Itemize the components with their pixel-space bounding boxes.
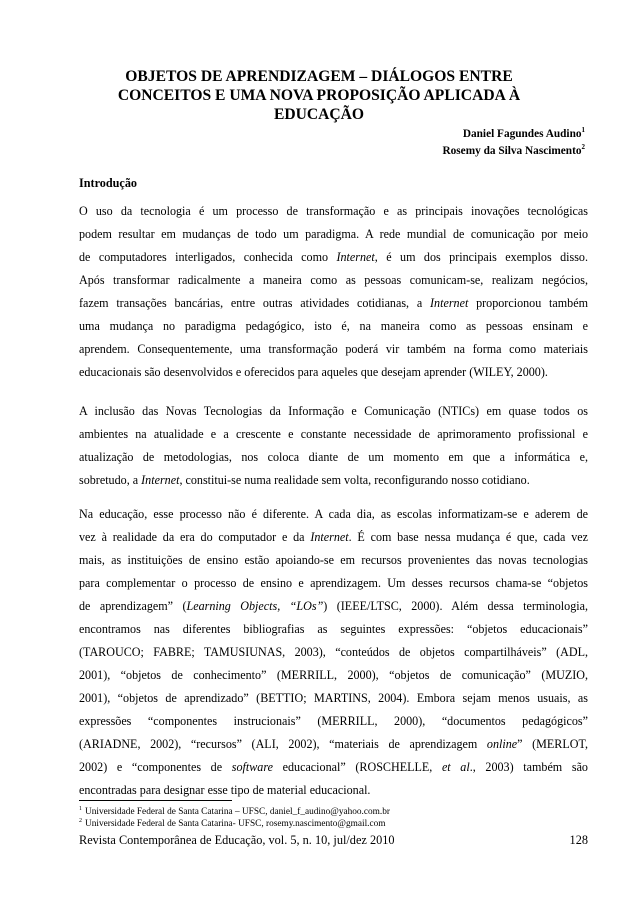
text-line: A inclusão das Novas Tecnologias da Informação e Comunicação (NTICs) em quase todos os xyxy=(79,404,588,418)
section-heading: Introdução xyxy=(79,176,138,190)
italic-term: Internet xyxy=(336,250,375,264)
journal-citation: Revista Contemporânea de Educação, vol. 5, n. 10, jul/dez 2010 xyxy=(79,833,395,847)
footnote-mark: 2 xyxy=(79,818,82,824)
text-line: de computadores interligados, conhecida como Internet, é um dos principais exemplos disso. xyxy=(79,250,588,264)
text-line: podem resultar em mudanças de todo um paradigma. A rede mundial de comunicação por meio xyxy=(79,227,588,241)
footnote-text: Universidade Federal de Santa Catarina – UFSC, daniel_f_audino@yahoo.com.br xyxy=(85,807,390,817)
author-name: Daniel Fagundes Audino xyxy=(462,128,582,140)
text-line: educacionais são desenvolvidos e oferecidos para aqueles que desejam aprender (WILEY, 2000). xyxy=(79,365,548,379)
text-line: de aprendizagem” (Learning Objects, “LOs”) (IEEE/LTSC, 2000). Além dessa terminologia, xyxy=(79,599,588,613)
text-line: mais, as instituições de ensino estão apoiando-se em recursos provenientes das novas tecnologias xyxy=(79,553,588,567)
italic-term: software xyxy=(231,760,273,774)
title-line: CONCEITOS E UMA NOVA PROPOSIÇÃO APLICADA À xyxy=(117,87,521,104)
author-footnote-mark: 1 xyxy=(581,126,585,134)
text-line: sobretudo, a Internet, constitui-se numa realidade sem volta, reconfigurando nosso cotidiano. xyxy=(79,473,530,487)
title-line: EDUCAÇÃO xyxy=(273,106,365,123)
text-line: 2001), “objetos de conhecimento” (MERRILL, 2000), “objetos de comunicação” (MUZIO, xyxy=(79,668,588,682)
text-line: Na educação, esse processo não é diferente. A cada dia, as escolas informatizam-se e aderem de xyxy=(79,507,588,521)
text-line: encontramos nas diferentes bibliografias as seguintes expressões: “objetos educacionais” xyxy=(79,622,588,636)
text-line: vez à realidade da era do computador e da Internet. É com base nessa mudança é que, cada vez xyxy=(79,530,588,544)
text-line: (TAROUCO; FABRE; TAMUSIUNAS, 2003), “conteúdos de objetos compartilháveis” (ADL, xyxy=(79,645,588,659)
text-line: O uso da tecnologia é um processo de transformação e as principais inovações tecnológicas xyxy=(79,204,588,218)
paper-title xyxy=(78,67,560,124)
page-number: 128 xyxy=(569,833,588,847)
author-line xyxy=(442,145,585,158)
body-paragraph xyxy=(79,200,588,384)
footnote xyxy=(79,819,385,830)
text-line: expressões “componentes instrucionais” (MERRILL, 2000), “documentos pedagógicos” xyxy=(79,714,588,728)
italic-term: Learning Objects, “LOs” xyxy=(186,599,324,613)
text-line: 2001), “objetos de aprendizado” (BETTIO; MARTINS, 2004). Embora sejam menos usuais, as xyxy=(79,691,588,705)
text-line: para complementar o processo de ensino e aprendizagem. Um desses recursos chama-se “objetos xyxy=(79,576,588,590)
text-line: encontradas para designar esse tipo de material educacional. xyxy=(79,783,371,797)
text-line: fazem transações bancárias, entre outras atividades cotidianas, a Internet proporcionou também xyxy=(79,296,588,310)
author-name: Rosemy da Silva Nascimento xyxy=(442,145,582,157)
author-footnote-mark: 2 xyxy=(581,143,585,151)
text-line: 2002) e “componentes de software educacional” (ROSCHELLE, et al., 2003) também são xyxy=(79,760,588,774)
text-line: aprendem. Consequentemente, uma transformação poderá vir também na forma como materiais xyxy=(79,342,588,356)
text-line: uma mudança no paradigma pedagógico, isto é, na maneira como as pessoas ensinam e xyxy=(79,319,588,333)
italic-term: Internet xyxy=(430,296,469,310)
italic-term: online xyxy=(486,737,518,751)
body-paragraph xyxy=(79,400,588,492)
title-line: OBJETOS DE APRENDIZAGEM – DIÁLOGOS ENTRE xyxy=(125,68,513,85)
footnote-rule xyxy=(79,800,232,801)
text-line: (ARIADNE, 2002), “recursos” (ALI, 2002), “materiais de aprendizagem online” (MERLOT, xyxy=(79,737,588,751)
text-line: atualização de metodologias, nos coloca diante de um momento em que a informática e, xyxy=(79,450,588,464)
footnote xyxy=(79,807,390,818)
page-footer xyxy=(79,833,588,848)
italic-term: et al xyxy=(441,760,470,774)
body-paragraph xyxy=(79,503,588,802)
italic-term: Internet xyxy=(310,530,349,544)
text-line: ambientes na atualidade e a crescente e constante necessidade de aprimoramento profissional e xyxy=(79,427,588,441)
footnote-mark: 1 xyxy=(79,806,82,812)
footnote-text: Universidade Federal de Santa Catarina- UFSC, rosemy.nascimento@gmail.com xyxy=(85,819,386,829)
author-line xyxy=(463,128,585,141)
italic-term: Internet xyxy=(141,473,180,487)
text-line: Após transformar radicalmente a maneira como as pessoas comunicam-se, realizam negócios, xyxy=(79,273,588,287)
